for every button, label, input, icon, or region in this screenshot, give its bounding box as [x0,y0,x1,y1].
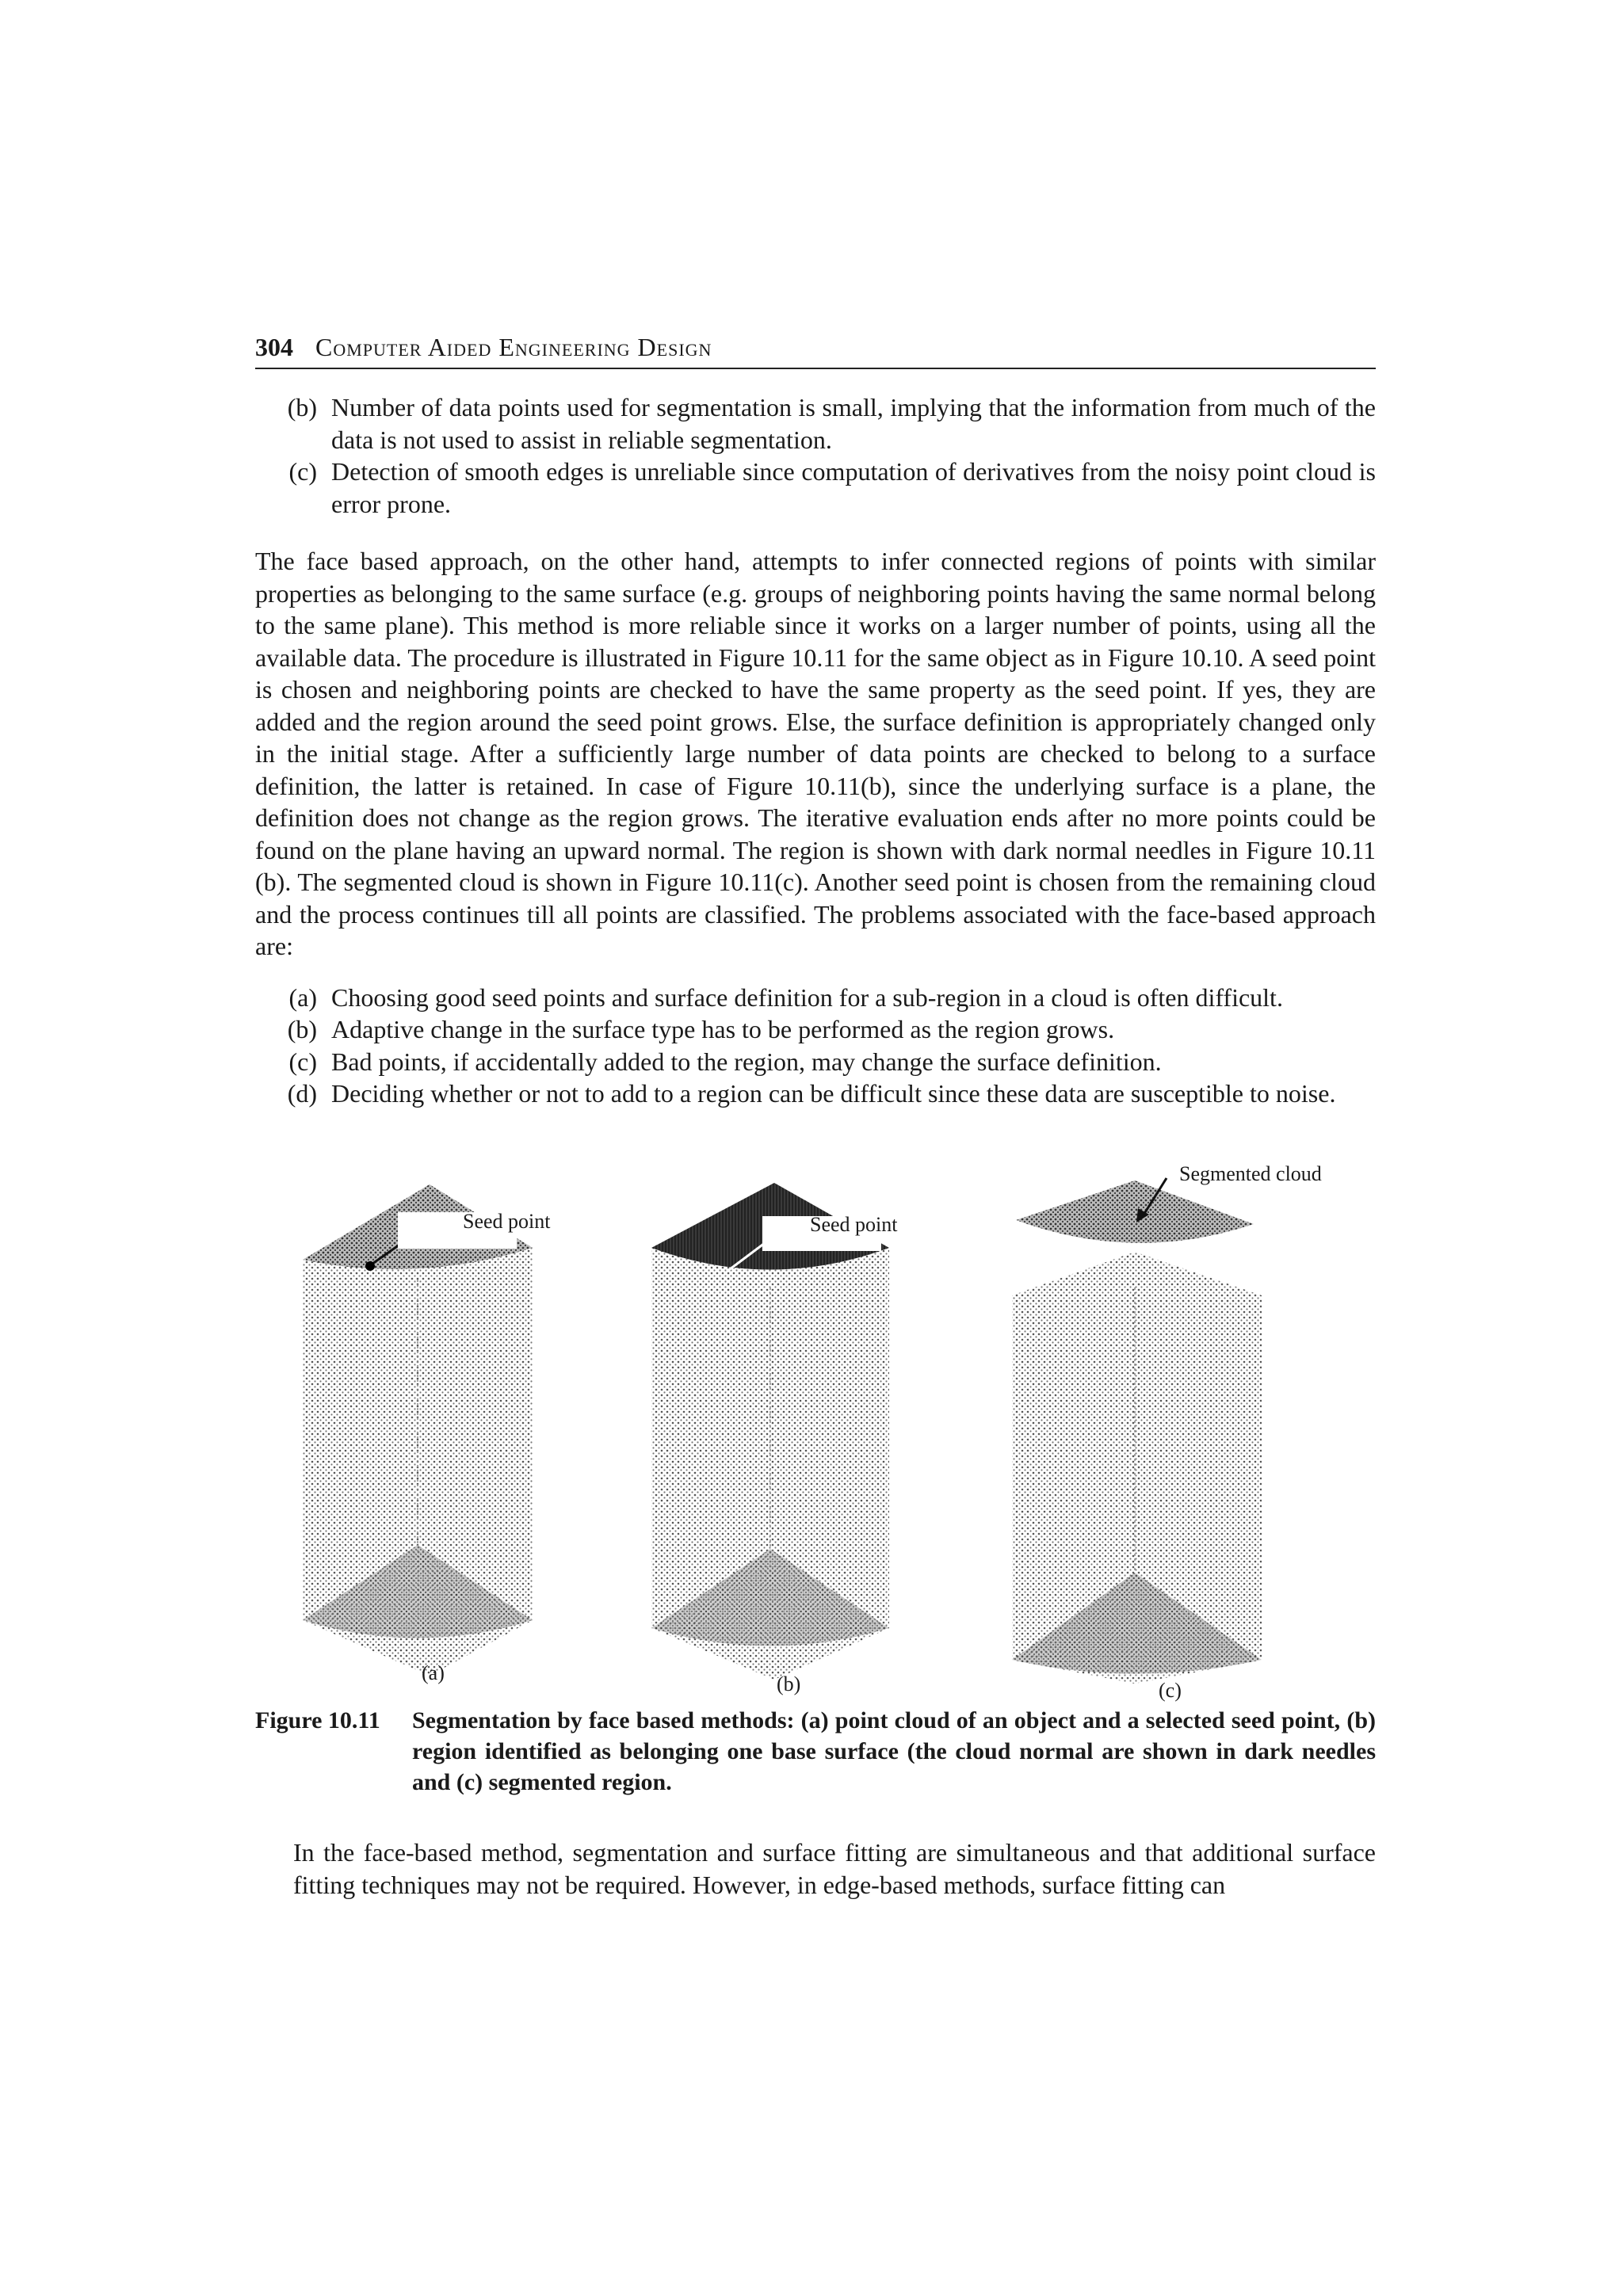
subfigure-label-c: (c) [1159,1679,1182,1702]
running-header [255,331,1376,369]
list-item-label: (c) [288,1047,317,1076]
seed-point-label-a: Seed point [463,1210,551,1233]
segmented-cloud-label: Segmented cloud [1179,1162,1322,1185]
list-item-text: Detection of smooth edges is unreliable since computation of derivatives from the noisy point cloud is error prone. [331,457,1376,518]
list-item-label: (a) [288,982,317,1012]
list-item-label: (c) [288,457,317,486]
list-item [255,1046,1376,1078]
list-item [255,456,1376,520]
list-item [255,982,1376,1014]
figure-10-11 [255,1161,1376,1702]
point-cloud-a [303,1184,533,1676]
point-cloud-c [1012,1178,1262,1684]
subfigure-label-a: (a) [422,1661,445,1684]
list-item-text: Deciding whether or not to add to a region can be difficult since these data are susceptible to noise. [331,1079,1336,1108]
point-cloud-illustrations [255,1161,1376,1684]
caption-number: Figure 10.11 [255,1707,380,1733]
list-item-label: (d) [287,1079,317,1108]
figure-caption [255,1705,1376,1798]
list-item-text: Adaptive change in the surface type has to be performed as the region grows. [331,1015,1115,1043]
seed-point-label-b: Seed point [810,1213,898,1236]
list-item [255,1077,1376,1110]
list-item-text: Choosing good seed points and surface definition for a sub-region in a cloud is often difficult. [331,982,1283,1012]
list-item-text: Bad points, if accidentally added to the region, may change the surface definition. [331,1047,1162,1076]
main-paragraph: The face based approach, on the other hand, attempts to infer connected regions of points with similar properties as belonging to the same surface (e.g. groups of neighboring points having the same normal belong to the same plane). This method is more reliable since it works on a larger number of points, using all the available data. The procedure is illustrated in Figure 10.11 for the same object as in Figure 10.10. A seed point is chosen and neighboring points are checked to have the same property as the seed point. If yes, they are added and the region around the seed point grows. Else, the surface definition is appropriately changed only in the initial stage. After a sufficiently large number of data points are checked to belong to a surface definition, the latter is retained. In case of Figure 10.11(b), since the underlying surface is a plane, the definition does not change as the region grows. The iterative evaluation ends after no more points could be found on the plane having an upward normal. The region is shown with dark normal needles in Figure 10.11 (b). The segmented cloud is shown in Figure 10.11(c). Another seed point is chosen from the remaining cloud and the process continues till all points are classified. The problems associated with the face-based approach are: [255,547,1376,960]
list-item [255,391,1376,456]
problems-list [255,982,1376,1110]
final-paragraph [255,1836,1376,1901]
subfigure-label-b: (b) [777,1672,801,1695]
final-paragraph-text: In the face-based method, segmentation and surface fitting are simultaneous and that additional surface fitting techniques may not be required. However, in edge-based methods, surface fitting can [293,1838,1376,1899]
running-title: Computer Aided Engineering Design [315,333,712,361]
list-item-label: (b) [287,1015,317,1043]
list-item-text: Number of data points used for segmentation is small, implying that the information from much of the data is not used to assist in reliable segmentation. [331,393,1376,454]
point-cloud-b [651,1183,889,1680]
list-item-label: (b) [287,393,317,421]
caption-text: Segmentation by face based methods: (a) point cloud of an object and a selected seed point, (b) region identified as belonging one base surface (the cloud normal are shown in dark needles and (c) segmented region. [412,1707,1376,1795]
list-item [255,1013,1376,1046]
body-text [255,391,1376,1110]
page-number: 304 [255,333,293,361]
